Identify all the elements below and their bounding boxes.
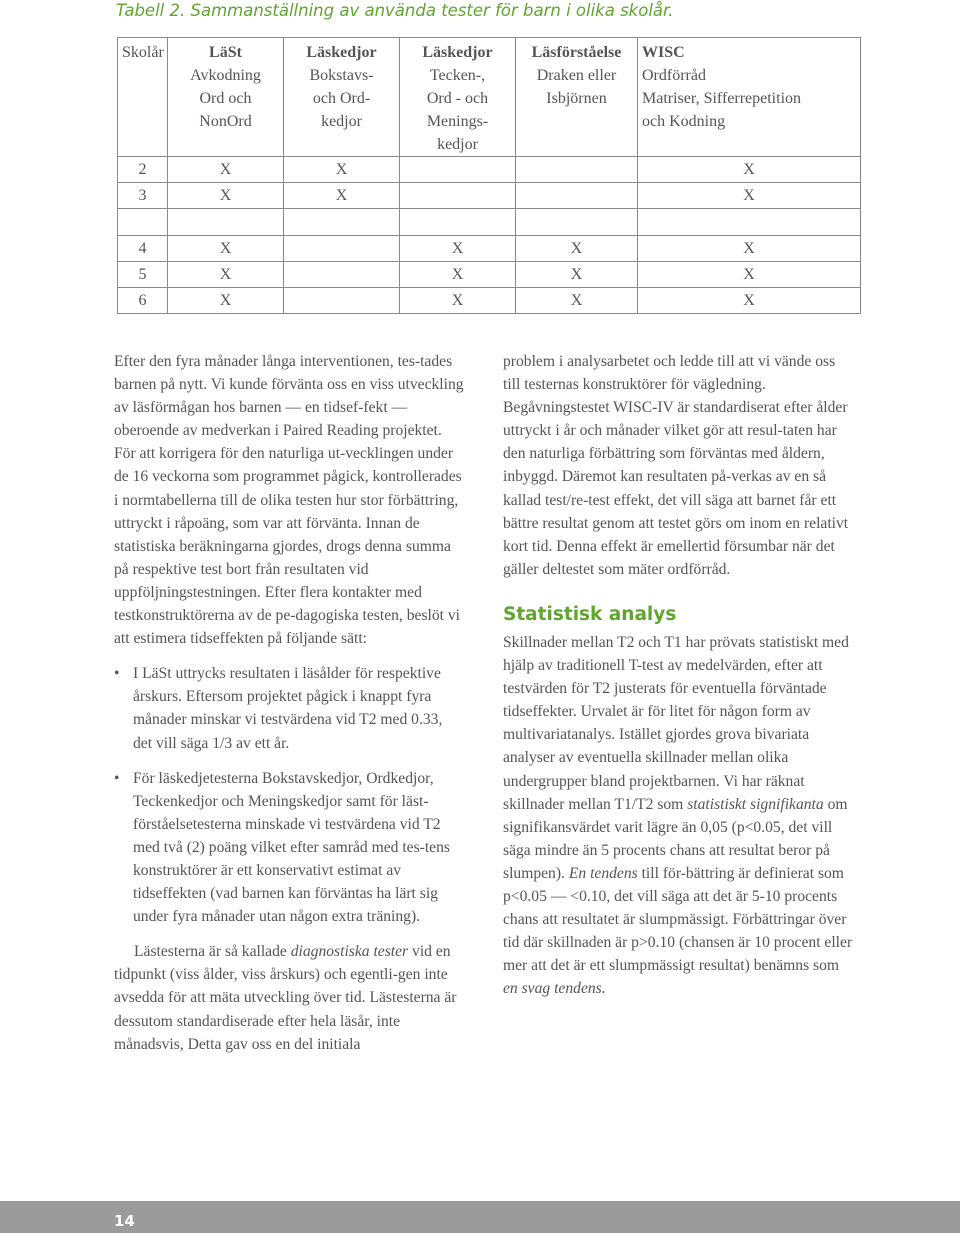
table-caption: Tabell 2. Sammanställning av använda tester för barn i olika skolår. [116,1,674,20]
table-row [118,157,861,183]
table-cell [284,236,400,262]
table-row [118,262,861,288]
table-cell: X [638,236,861,262]
table-row [118,236,861,262]
table-header-row [118,38,861,157]
table-cell [284,288,400,314]
table-cell [400,183,516,209]
tests-table [117,37,861,314]
table-cell: X [168,157,284,183]
table-cell: X [168,288,284,314]
table-cell [516,209,638,236]
header-wisc: WISC Ordförråd Matriser, Sifferrepetition och Kodning [638,38,861,157]
table-cell: X [516,236,638,262]
table-cell [516,157,638,183]
table-cell: 6 [118,288,168,314]
bullet-icon: • [114,665,120,683]
table-cell [516,183,638,209]
list-item: • För läskedjetesterna Bokstavskedjor, Ordkedjor, Teckenkedjor och Meningskedjor samt för läst-förståelsetesterna minskade vi testvärdena vid T2 med två (2) poäng vilket efter samråd med tes-tens konstruktörer är ett konservativt estimat av tidseffekten (vad barnen kan förväntas ha lärt sig under fyra månader utan någon extra träning). [114,767,464,929]
table-cell [118,209,168,236]
left-column [114,350,464,1056]
table-cell [400,157,516,183]
header-laskedjor-bokstav: Läskedjor Bokstavs- och Ord- kedjor [284,38,400,157]
list-item: • I LäSt uttrycks resultaten i läsålder för respektive årskurs. Eftersom projektet pågick i knappt fyra månader minskar vi testvärdena vid T2 med 0.33, det vill säga 1/3 av ett år. [114,662,464,754]
table-row [118,183,861,209]
bullet-list [114,662,464,928]
header-lasforstaelse: Läsförståelse Draken eller Isbjörnen [516,38,638,157]
section-heading: Statistisk analys [503,603,677,625]
table-cell: X [638,288,861,314]
table-cell: X [400,236,516,262]
table-cell: X [400,262,516,288]
table-cell: X [516,262,638,288]
table-cell: 3 [118,183,168,209]
table-cell [284,262,400,288]
table-cell: X [168,183,284,209]
table-cell: X [168,236,284,262]
left-paragraph-1: Efter den fyra månader långa interventionen, tes-tades barnen på nytt. Vi kunde förvänta oss en viss utveckling av läsförmågan hos barnen — en tidsef-fekt — oberoende av medverkan i Paired Reading projektet. För att korrigera för den naturliga ut-vecklingen under de 16 veckorna som programmet pågick, kontrollerades i normtabellerna till de olika testen hur stor förbättring, uttryckt i råpoäng, som var att förvänta. Innan de statistiska beräkningarna gjordes, drogs denna summa på respektive test bort från resultaten vid uppföljningstestningen. Efter flera kontakter med testkonstruktörerna av de pe-dagogiska testen, beslöt vi att estimera tidseffekten på följande sätt: [114,353,464,648]
table-cell [168,209,284,236]
table-row [118,288,861,314]
table-cell: X [168,262,284,288]
table-cell: 4 [118,236,168,262]
left-paragraph-2: Lästesterna är så kallade diagnostiska tester vid en tidpunkt (viss ålder, viss årskurs) och egentli-gen inte avsedda för att mäta utveckling över tid. Lästesterna är dessutom standardiserade efter hela läsår, inte månadsvis, Detta gav oss en del initiala [114,943,457,1053]
right-column [503,350,853,1000]
table-cell: 5 [118,262,168,288]
bullet-icon: • [114,769,120,787]
table-cell: 2 [118,157,168,183]
header-last: LäSt Avkodning Ord och NonOrd [168,38,284,157]
header-laskedjor-tecken: Läskedjor Tecken-, Ord - och Menings- kedjor [400,38,516,157]
table-cell: X [284,157,400,183]
table-cell [400,209,516,236]
header-skolar: Skolår [118,38,168,157]
table-cell: X [638,262,861,288]
right-paragraph-1: problem i analysarbetet och ledde till att vi vände oss till testernas konstruktörer för vägledning. Begåvningstestet WISC-IV är standardiserat efter ålder uttryckt i år och månader vilket gör att resul-taten har den naturliga förbättring som förväntas med åldern, inbyggd. Däremot kan resultaten på-verkas av en så kallad test/re-test effekt, det vill säga att barnet får ett bättre resultat genom att testet görs om inom en relativt kort tid. Denna effekt är emellertid försumbar när det gäller deltestet som mäter ordförråd. [503,353,849,578]
page-number: 14 [114,1212,135,1230]
right-paragraph-2: Skillnader mellan T2 och T1 har prövats statistiskt med hjälp av traditionell T-test av medelvärden, efter att testvärden för T2 justerats för eventuella förväntade tidseffekter. Urvalet är för litet för någon form av multivariatanalys. Istället gjordes grova bivariata analyser av eventuella skillnader mellan olika undergrupper bland projektbarnen. Vi har räknat skillnader mellan T1/T2 som statistiskt signifikanta om signifikansvärdet varit lägre än 0,05 (p<0.05, det vill säga mindre än 5 procents chans att resultat beror på slumpen). En tendens till för-bättring är definierat som p<0.05 — <0.10, det vill säga att det är 5-10 procents chans att resultatet är slumpmässigt. Förbättringar över tid där skillnaden är p>0.10 (chansen är 10 procent eller mer att det är ett slumpmässigt resultat) benämns som en svag tendens. [503,633,853,998]
table-row-empty [118,209,861,236]
footer-bar [0,1201,960,1233]
table-cell: X [400,288,516,314]
table-cell [284,209,400,236]
table-cell: X [516,288,638,314]
table-cell [638,209,861,236]
table-cell: X [284,183,400,209]
table-cell: X [638,157,861,183]
table-cell: X [638,183,861,209]
